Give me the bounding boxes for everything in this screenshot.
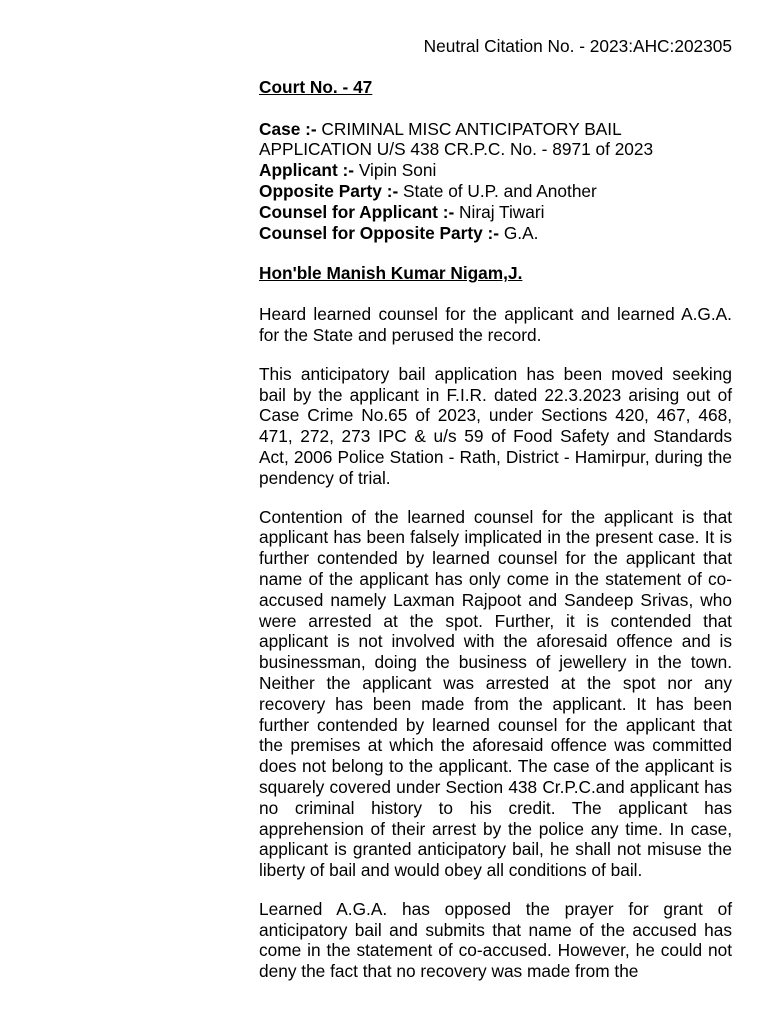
- court-number: Court No. - 47: [259, 76, 373, 97]
- opposite-party-label: Opposite Party :-: [259, 180, 399, 201]
- case-line: [259, 119, 732, 161]
- opposite-party-value: State of U.P. and Another: [398, 180, 597, 201]
- paragraph: Learned A.G.A. has opposed the prayer for grant of anticipatory bail and submits that name of the accused has come in the statement of co-accused. However, he could not deny the fact that no recovery was made from the: [259, 898, 732, 982]
- case-details: [259, 119, 732, 244]
- judge-name: Hon'ble Manish Kumar Nigam,J.: [259, 263, 523, 284]
- paragraph: Contention of the learned counsel for the applicant is that applicant has been falsely implicated in the present case. It is further contended by learned counsel for the applicant that name of the applicant has only come in the statement of co-accused namely Laxman Rajpoot and Sandeep Srivas, who were arrested at the spot. Further, it is contended that applicant is not involved with the aforesaid offence and is businessman, doing the business of jewellery in the town. Neither the applicant was arrested at the spot nor any recovery has been made from the applicant. It has been further contended by learned counsel for the applicant that the premises at which the aforesaid offence was committed does not belong to the applicant. The case of the applicant is squarely covered under Section 438 Cr.P.C.and applicant has no criminal history to his credit. The applicant has apprehension of their arrest by the police any time. In case, applicant is granted anticipatory bail, he shall not misuse the liberty of bail and would obey all conditions of bail.: [259, 506, 732, 881]
- opposite-party-line: [259, 181, 732, 202]
- counsel-opposite-label: Counsel for Opposite Party :-: [259, 222, 500, 243]
- case-label: Case :-: [259, 118, 317, 139]
- counsel-opposite-value: G.A.: [499, 222, 539, 243]
- paragraph: This anticipatory bail application has been moved seeking bail by the applicant in F.I.R. dated 22.3.2023 arising out of Case Crime No.65 of 2023, under Sections 420, 467, 468, 471, 272, 273 IPC & u/s 59 of Food Safety and Standards Act, 2006 Police Station - Rath, District - Hamirpur, during the pendency of trial.: [259, 363, 732, 488]
- applicant-label: Applicant :-: [259, 160, 355, 181]
- neutral-citation: Neutral Citation No. - 2023:AHC:202305: [423, 36, 732, 56]
- applicant-line: [259, 160, 732, 181]
- paragraph: Heard learned counsel for the applicant and learned A.G.A. for the State and perused the record.: [259, 304, 732, 345]
- counsel-applicant-label: Counsel for Applicant :-: [259, 201, 455, 222]
- counsel-applicant-line: [259, 202, 732, 223]
- document-page: [259, 36, 732, 1000]
- case-value: CRIMINAL MISC ANTICIPATORY BAIL APPLICATION U/S 438 CR.P.C. No. - 8971 of 2023: [259, 118, 654, 160]
- applicant-value: Vipin Soni: [354, 160, 437, 181]
- counsel-opposite-line: [259, 223, 732, 244]
- counsel-applicant-value: Niraj Tiwari: [454, 201, 545, 222]
